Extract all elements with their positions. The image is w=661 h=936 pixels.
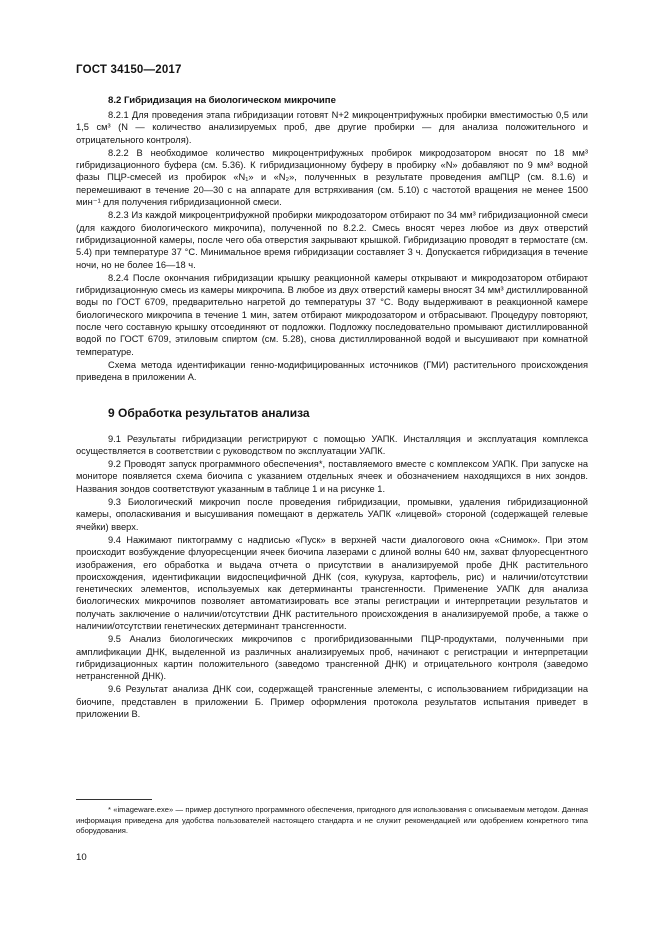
paragraph-8-2-4: 8.2.4 После окончания гибридизации крышку реакционной камеры открывают и микродозатором отбирают гибридизационную смесь из камеры микрочипа. В любое из двух отверстий камеры вносят 34 мм³ дистиллированной воды по ГОСТ 6709, предварительно нагретой до температуры 37 °С. Воду выдерживают в реакционной камере биологического микрочипа в течение 1 мин, затем отбирают микродозатором и отбрасывают. Процедуру повторяют, после чего составную крышку отсоединяют от подложки. Подложку последовательно промывают дистиллированной водой по ГОСТ 6709, этиловым спиртом (см. 5.28), снова дистиллированной водой и высушивают при комнатной температуре. — [76, 272, 588, 357]
paragraph-9-5: 9.5 Анализ биологических микрочипов с прогибридизованными ПЦР-продуктами, полученными при амплификации ДНК, выделенной из различных анализируемых проб, начинают с регистрации и интерпретации гибридизационных картин положительного (заведомо трансгенной ДНК) и отрицательного контроля (заведомо нетрансгенной ДНК). — [76, 634, 588, 682]
paragraph-scheme-note: Схема метода идентификации генно-модифицированных источников (ГМИ) растительного происхождения приведена в приложении А. — [76, 359, 588, 383]
paragraph-9-1: 9.1 Результаты гибридизации регистрируют с помощью УАПК. Инсталляция и эксплуатация комплекса осуществляется в соответствии с руководством по эксплуатации УАПК. — [76, 433, 588, 456]
footnote — [76, 805, 588, 837]
subsection-title: 8.2 Гибридизация на биологическом микрочипе — [108, 95, 336, 106]
paragraph-9-2: 9.2 Проводят запуск программного обеспечения*, поставляемого вместе с комплексом УАПК. При запуске на мониторе появляется схема биочипа с указанием отдельных ячеек и обозначением находящихся в них зондов. Названия зондов соответствуют указанным в таблице 1 и на рисунке 1. — [76, 459, 588, 494]
footnote-divider — [76, 799, 152, 800]
paragraph-8-2-1: 8.2.1 Для проведения этапа гибридизации готовят N+2 микроцентрифужных пробирки вместимостью 0,5 или 1,5 см³ (N — количество анализируемых проб, две другие пробирки — для анализа положительного и отрицательного контроля). — [76, 110, 588, 145]
footnote-text: * «imageware.exe» — пример доступного программного обеспечения, пригодного для использования с описываемым методом. Данная информация приведена для удобства пользователей настоящего стандарта и не служит рекомендацией или одобрением конкретного типа оборудования. — [76, 805, 588, 836]
page-number: 10 — [76, 852, 87, 863]
document-body — [76, 94, 588, 720]
section-title: 9 Обработка результатов анализа — [108, 405, 310, 420]
paragraph-8-2-2: 8.2.2 В необходимое количество микроцентрифужных пробирок микродозатором вносят по 18 мм³ гибридизационного буфера (см. 5.36). К гибридизационному буферу в пробирку «N» добавляют по 9 мм³ водной фазы ПЦР-смесей из пробирок «N₁» и «N₂», полученных в результате проведения амПЦР (см. 8.1.6) и перемешивают в течение 20—30 с на аппарате для встряхивания (см. 5.10) с частотой вращения не менее 1500 мин⁻¹ для получения гибридизационной смеси. — [76, 147, 588, 208]
paragraph-9-4: 9.4 Нажимают пиктограмму с надписью «Пуск» в верхней части диалогового окна «Снимок». При этом происходит возбуждение флуоресценции ячеек биочипа лазерами с длиной волны 640 нм, захват флуоресцентного изображения, его обработка и выдача отчета о присутствии в анализируемой пробе ДНК растительного происхождения, идентификации видоспецифичной ДНК (соя, кукуруза, картофель, рис) и наличии/отсутствии генетических элементов, используемых как детерминанты трансгенности. Применение УАПК для анализа биологических микрочипов позволяет автоматизировать все этапы регистрации и интерпретации результатов и получать заключение о наличии/отсутствии ДНК растительного происхождения в анализируемой пробе, а также о наличии/отсутствии генетических детерминант трансгенности. — [76, 534, 588, 631]
paragraph-8-2-3: 8.2.3 Из каждой микроцентрифужной пробирки микродозатором отбирают по 34 мм³ гибридизационной смеси (для каждого биологического микрочипа), полученной по 8.2.2. Смесь вносят через любое из двух отверстий гибридизационной камеры, после чего оба отверстия закрывают крышкой. Гибридизацию проводят в термостате (см. 5.4) при температуре 37 °С. Минимальное время гибридизации составляет 3 ч. Допускается гибридизация в течение ночи, но не более 16—18 ч. — [76, 210, 588, 270]
paragraph-9-3: 9.3 Биологический микрочип после проведения гибридизации, промывки, удаления гибридизационной камеры, ополаскивания и высушивания помещают в держатель УАПК «лицевой» стороной (содержащей гелевые ячейки) вверх. — [76, 497, 588, 532]
paragraph-9-6: 9.6 Результат анализа ДНК сои, содержащей трансгенные элементы, с использованием гибридизации на биочипе, представлен в приложении Б. Пример оформления протокола результатов испытания приведет в приложении В. — [76, 684, 588, 720]
document-header: ГОСТ 34150—2017 — [76, 64, 182, 76]
